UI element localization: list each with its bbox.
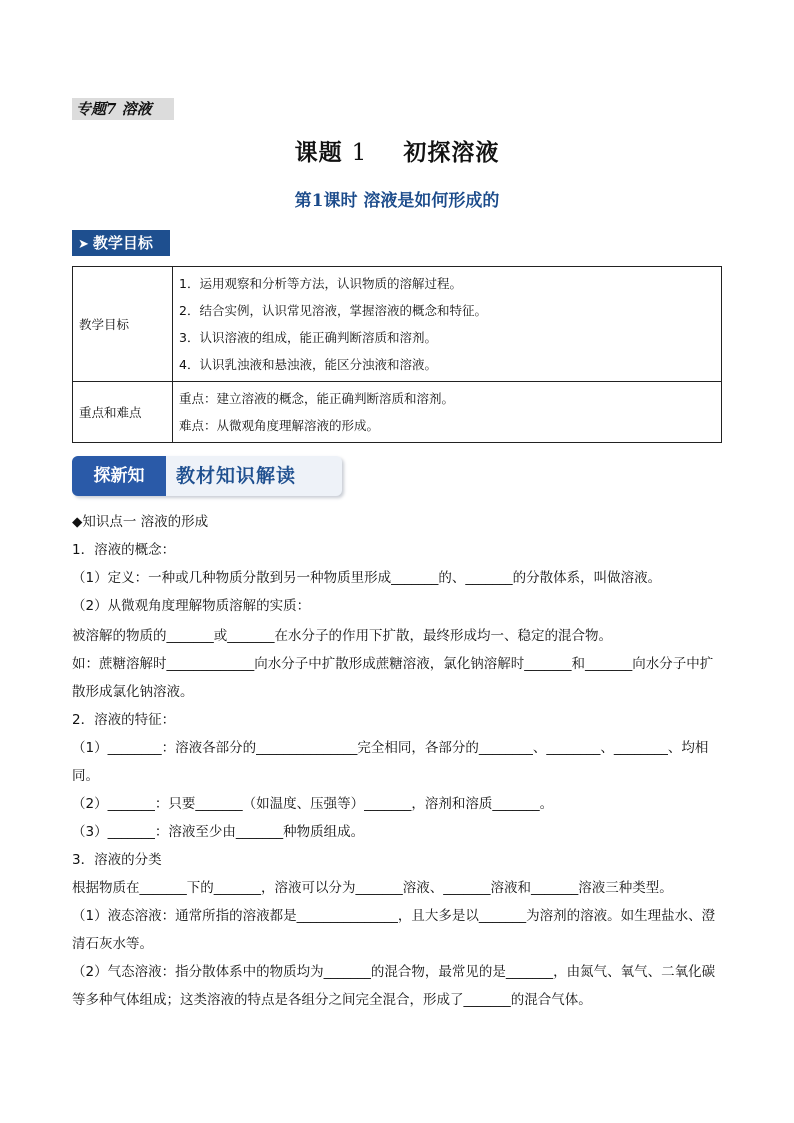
content-line: （2）从微观角度理解物质溶解的实质：: [72, 598, 311, 614]
goal-item: 2．结合实例，认识常见溶液，掌握溶液的概念和特征。: [179, 303, 487, 318]
content-line: （2）气态溶液：指分散体系中的物质均为_______的混合物，最常见的是_______，由氮气、氧气、二氧化碳等多种气体组成；这类溶液的特点是各组分之间完全混合，形成了_______的混合气体。: [72, 964, 716, 1008]
content-line: 3．溶液的分类: [72, 852, 162, 868]
focus-row-content: [173, 382, 722, 443]
lesson-title: [0, 134, 794, 167]
content-line: （2）_______：只要_______（如温度、压强等）_______，溶剂和溶质_______。: [72, 796, 554, 812]
content-line: 根据物质在_______下的_______，溶液可以分为_______溶液、_______溶液和_______溶液三种类型。: [72, 880, 673, 896]
topic-tag: 专题7 溶液: [72, 98, 174, 120]
goals-section-tag: [72, 230, 170, 256]
content-line: （1）定义：一种或几种物质分散到另一种物质里形成_______的、_______的分散体系，叫做溶液。: [72, 570, 662, 586]
goals-row-head: 教学目标: [73, 267, 173, 382]
focus-item: 难点：从微观角度理解溶液的形成。: [179, 418, 380, 433]
goal-item: 4．认识乳浊液和悬浊液，能区分浊液和溶液。: [179, 357, 437, 372]
lesson-number: 1: [351, 140, 368, 166]
arrow-right-icon: ➤: [78, 237, 89, 252]
knowledge-point-heading: ◆知识点一 溶液的形成: [72, 514, 209, 530]
lesson-name: 初探溶液: [403, 139, 500, 166]
goals-section-label: 教学目标: [92, 234, 153, 252]
goal-item: 3．认识溶液的组成，能正确判断溶质和溶剂。: [179, 330, 437, 345]
banner-right-label: 教材知识解读: [176, 465, 297, 487]
content-line: （1）液态溶液：通常所指的溶液都是_______________，且大多是以_______为溶剂的溶液。如生理盐水、澄清石灰水等。: [72, 908, 716, 952]
lesson-prefix: 课题: [294, 139, 343, 166]
table-row: [73, 267, 722, 382]
goals-row-content: [173, 267, 722, 382]
content-line: （3）_______：溶液至少由_______种物质组成。: [72, 824, 365, 840]
banner-left-label: 探新知: [72, 456, 166, 496]
section-banner: [72, 456, 342, 496]
content-line: （1）________：溶液各部分的_______________完全相同，各部分的________、________、________、均相同。: [72, 740, 709, 784]
period-title: 第1课时 溶液是如何形成的: [294, 191, 500, 211]
table-row: [73, 382, 722, 443]
goals-table: [72, 266, 722, 443]
goal-item: 1．运用观察和分析等方法，认识物质的溶解过程。: [179, 276, 462, 291]
content-line: 如：蔗糖溶解时_____________向水分子中扩散形成蔗糖溶液，氯化钠溶解时_______和_______向水分子中扩散形成氯化钠溶液。: [72, 656, 714, 700]
content-line: 1．溶液的概念：: [72, 542, 176, 558]
focus-row-head: 重点和难点: [73, 382, 173, 443]
content-line: 被溶解的物质的_______或_______在水分子的作用下扩散，最终形成均一、稳定的混合物。: [72, 628, 612, 644]
focus-item: 重点：建立溶液的概念，能正确判断溶质和溶剂。: [179, 391, 455, 406]
knowledge-content: [72, 508, 726, 1014]
content-line: 2．溶液的特征：: [72, 712, 176, 728]
